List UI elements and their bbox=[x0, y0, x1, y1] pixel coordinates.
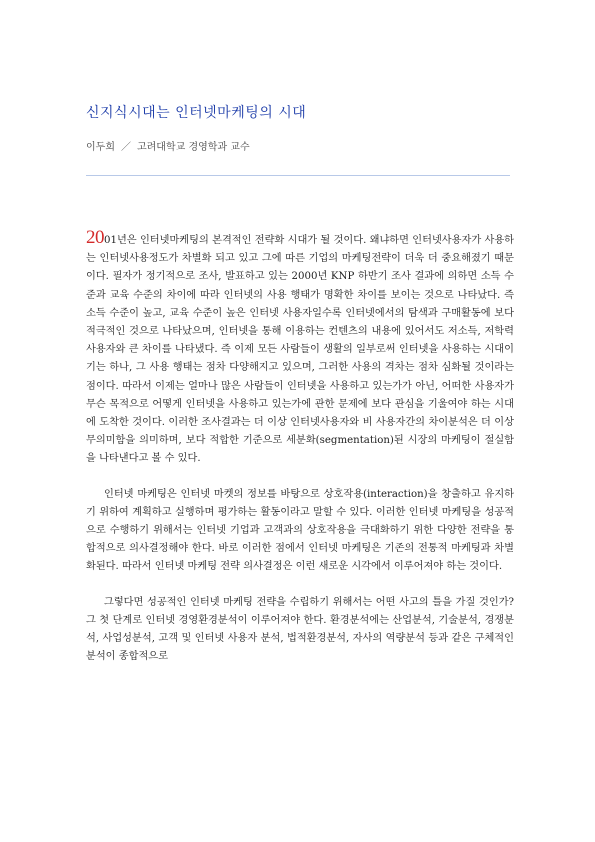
header-divider bbox=[86, 175, 510, 176]
drop-cap: 20 bbox=[86, 227, 104, 248]
article-title: 신지식시대는 인터넷마케팅의 시대 bbox=[86, 105, 307, 121]
paragraph-1-text: 01년은 인터넷마케팅의 본격적인 전략화 시대가 될 것이다. 왜냐하면 인터넷사용자가 사용하는 인터넷사용정도가 차별화 되고 있고 그에 따른 기업의 마케팅전략이 더욱 더 중요해졌기 때문이다. 필자가 정기적으로 조사, 발표하고 있는 2000년 KNP 하반기 조사 결과에 의하면 소득 수준과 교육 수준의 차이에 따라 인터넷의 사용 행태가 명확한 차이를 보이는 것으로 나타났다. 즉 소득 수준이 높고, 교육 수준이 높은 인터넷 사용자일수록 인터넷에서의 탐색과 구매활동에 보다 적극적인 것으로 나타났으며, 인터넷을 통해 이용하는 컨텐츠의 내용에 있어서도 저소득, 저학력 사용자와 큰 차이를 나타냈다. 즉 이제 모든 사람들이 생활의 일부로써 인터넷을 사용하는 시대이기는 하나, 그 사용 행태는 점차 다양해지고 있으며, 그러한 사용의 격차는 점차 심화될 것이라는 점이다. 따라서 이제는 얼마나 많은 사람들이 인터넷을 사용하고 있는가가 아닌, 어떠한 사용자가 무슨 목적으로 어떻게 인터넷을 사용하고 있는가에 관한 문제에 보다 관심을 기울여야 하는 시대에 도착한 것이다. 이러한 조사결과는 더 이상 인터넷사용자와 비 사용자간의 차이분석은 더 이상 무의미함을 의미하며, 보다 적합한 기준으로 세분화(segmentation)된 시장의 마케팅이 절실함을 나타낸다고 볼 수 있다. bbox=[86, 235, 514, 465]
byline bbox=[86, 138, 250, 153]
author-name: 이두희 bbox=[86, 142, 115, 153]
byline-separator: ／ bbox=[120, 142, 131, 153]
paragraph-2: 인터넷 마케팅은 인터넷 마켓의 정보를 바탕으로 상호작용(interaction)을 창출하고 유지하기 위하여 계획하고 실행하며 평가하는 활동이라고 말할 수 있다. 이러한 인터넷 마케팅을 성공적으로 수행하기 위해서는 인터넷 기업과 고객과의 상호작용을 극대화하기 위한 다양한 전략을 통합적으로 의사결정해야 한다. 바로 이러한 점에서 인터넷 마케팅은 기존의 전통적 마케팅과 차별화된다. 따라서 인터넷 마케팅 전략 의사결정은 이런 새로운 시각에서 이루어져야 하는 것이다. bbox=[86, 488, 514, 573]
article-body bbox=[86, 227, 514, 683]
author-affiliation: 고려대학교 경영학과 교수 bbox=[136, 142, 250, 153]
paragraph-1 bbox=[86, 227, 514, 469]
paragraph-3: 그렇다면 성공적인 인터넷 마케팅 전략을 수립하기 위해서는 어떤 사고의 틀을 가질 것인가? 그 첫 단계로 인터넷 경영환경분석이 이루어져야 한다. 환경분석에는 산업분석, 기술분석, 경쟁분석, 사업성분석, 고객 및 인터넷 사용자 분석, 법적환경분석, 자사의 역량분석 등과 같은 구체적인 분석이 종합적으로 bbox=[86, 596, 514, 663]
